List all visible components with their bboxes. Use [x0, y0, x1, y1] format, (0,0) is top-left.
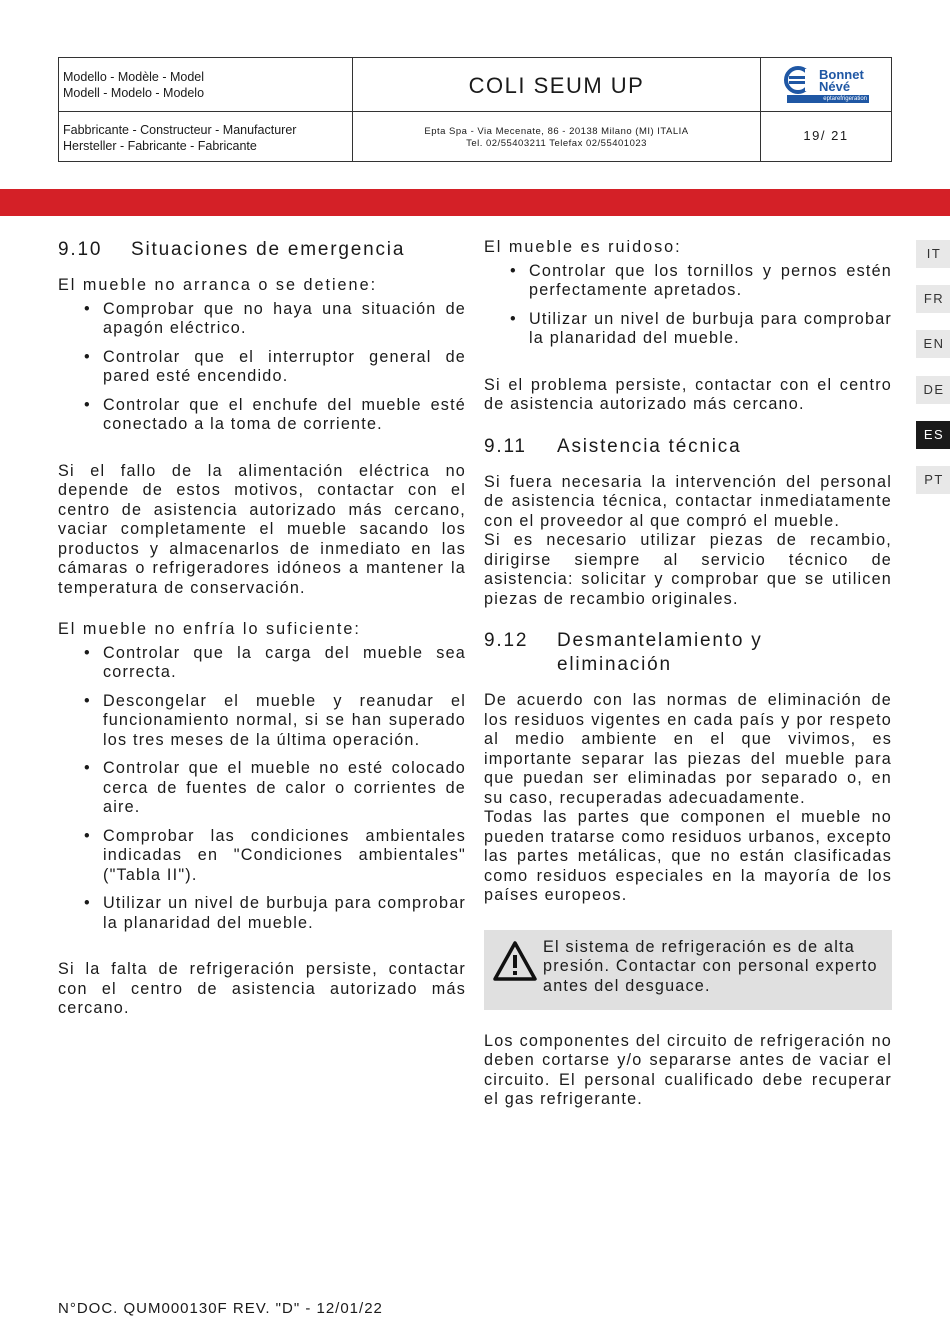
section-title: Asistencia técnica: [557, 435, 742, 457]
list-noisy: [484, 262, 892, 349]
tab-lang-en[interactable]: EN: [916, 330, 950, 358]
list-item: • Descongelar el mueble y reanudar el funcionamiento normal, si se han superado los tres meses de la última operación.: [58, 692, 466, 751]
tab-lang-it[interactable]: IT: [916, 240, 950, 268]
warning-text: El sistema de refrigeración es de alta presión. Contactar con personal experto antes del desguace.: [543, 937, 878, 995]
list-item: • Controlar que el interruptor general de pared esté encendido.: [58, 348, 466, 387]
paragraph-no-start: Si el fallo de la alimentación eléctrica no depende de estos motivos, contactar con el centro de asistencia autorizado más cercano, vaciar completamente el mueble sacando los productos y almacenarlos de inmediato en las cámaras o refrigeradores idóneos a mantener la temperatura de conservación.: [58, 461, 466, 597]
section-number: 9.12: [484, 630, 529, 651]
list-item: • Controlar que el mueble no esté colocado cerca de fuentes de calor o corrientes de aire.: [58, 759, 466, 818]
logo-text-neve: Névé: [819, 79, 851, 94]
manufacturer-value: [353, 112, 761, 161]
euro-logo-icon: [783, 65, 817, 95]
document-header: [58, 57, 892, 162]
list-item: • Utilizar un nivel de burbuja para comprobar la planaridad del mueble.: [58, 894, 466, 933]
page-number: 19/ 21: [803, 128, 849, 143]
section-heading-9-12: [484, 629, 892, 677]
document-footer: N°DOC. QUM000130F REV. "D" - 12/01/22: [58, 1300, 383, 1317]
section-number: 9.11: [484, 435, 527, 457]
list-item: • Comprobar que no haya una situación de apagón eléctrico.: [58, 300, 466, 339]
model-value: COLI SEUM UP: [353, 58, 761, 112]
left-column: [58, 238, 466, 1019]
subheading-no-start: El mueble no arranca o se detiene:: [58, 276, 378, 294]
list-item: • Utilizar un nivel de burbuja para comprobar la planaridad del mueble.: [484, 310, 892, 349]
model-label-line2: Modell - Modelo - Modelo: [63, 86, 205, 100]
logo-band: eptarefrigeration: [787, 95, 869, 103]
section-title: [557, 629, 763, 677]
warning-triangle-icon: [492, 940, 538, 982]
tab-lang-es[interactable]: ES: [916, 421, 950, 449]
tab-lang-fr[interactable]: FR: [916, 285, 950, 313]
paragraph-no-cool: Si la falta de refrigeración persiste, contactar con el centro de asistencia autorizado más cercano.: [58, 960, 466, 1017]
list-item: • Comprobar las condiciones ambientales indicadas en "Condiciones ambientales" ("Tabla II").: [58, 827, 466, 886]
tab-lang-de[interactable]: DE: [916, 376, 950, 404]
section-heading-9-10: [58, 238, 466, 262]
model-label: [59, 58, 353, 112]
manufacturer-address: Epta Spa - Via Mecenate, 86 - 20138 Milano (MI) ITALIA: [424, 126, 689, 137]
section-title: Situaciones de emergencia: [131, 239, 406, 260]
tab-lang-pt[interactable]: PT: [916, 466, 950, 494]
list-no-cool: [58, 644, 466, 934]
section-title-line1: Desmantelamiento y: [557, 630, 763, 651]
list-no-start: [58, 300, 466, 435]
list-item: • Controlar que los tornillos y pernos estén perfectamente apretados.: [484, 262, 892, 301]
subheading-noisy: El mueble es ruidoso:: [484, 238, 682, 256]
right-column: [484, 238, 892, 1110]
manufacturer-label-line1: Fabbricante - Constructeur - Manufacturer: [63, 123, 297, 137]
warning-box: [484, 930, 892, 1010]
brand-logo: [761, 58, 891, 112]
manufacturer-label-line2: Hersteller - Fabricante - Fabricante: [63, 139, 257, 153]
logo-text-bonnet: Bonnet: [819, 67, 864, 82]
paragraph-disposal-2: Todas las partes que componen el mueble no pueden tratarse como residuos urbanos, excepto las partes metálicas, que no están clasificadas como residuos especiales en la mayoría de los países europeos.: [484, 808, 892, 904]
paragraph-assistance-1: Si fuera necesaria la intervención del personal de asistencia técnica, contactar inmediatamente con el proveedor al que compró el mueble.: [484, 472, 892, 530]
paragraph-disposal-1: De acuerdo con las normas de eliminación de los residuos vigentes en cada país y por respeto al medio ambiente en el que vivimos, es importante separar las piezas del mueble para que puedan ser eliminadas por separado o, en su caso, recuperadas adecuadamente.: [484, 691, 892, 807]
section-heading-9-11: [484, 435, 892, 459]
section-number: 9.10: [58, 239, 103, 260]
manufacturer-phone: Tel. 02/55403211 Telefax 02/55401023: [466, 138, 647, 149]
paragraph-noisy: Si el problema persiste, contactar con el centro de asistencia autorizado más cercano.: [484, 375, 892, 413]
list-item: • Controlar que la carga del mueble sea correcta.: [58, 644, 466, 683]
paragraph-assistance-2: Si es necesario utilizar piezas de recambio, dirigirse siempre al servicio técnico de asistencia: solicitar y comprobar que se utilicen piezas de recambio originales.: [484, 531, 892, 608]
accent-band: [0, 189, 950, 216]
list-item: • Controlar que el enchufe del mueble esté conectado a la toma de corriente.: [58, 396, 466, 435]
section-title-line2: eliminación: [557, 654, 672, 675]
subheading-no-cool: El mueble no enfría lo suficiente:: [58, 620, 361, 638]
manufacturer-label: [59, 112, 353, 161]
model-label-line1: Modello - Modèle - Model: [63, 70, 205, 84]
paragraph-disposal-3: Los componentes del circuito de refrigeración no deben cortarse y/o separarse antes de vaciar el circuito. El personal cualificado debe recuperar el gas refrigerante.: [484, 1031, 892, 1108]
